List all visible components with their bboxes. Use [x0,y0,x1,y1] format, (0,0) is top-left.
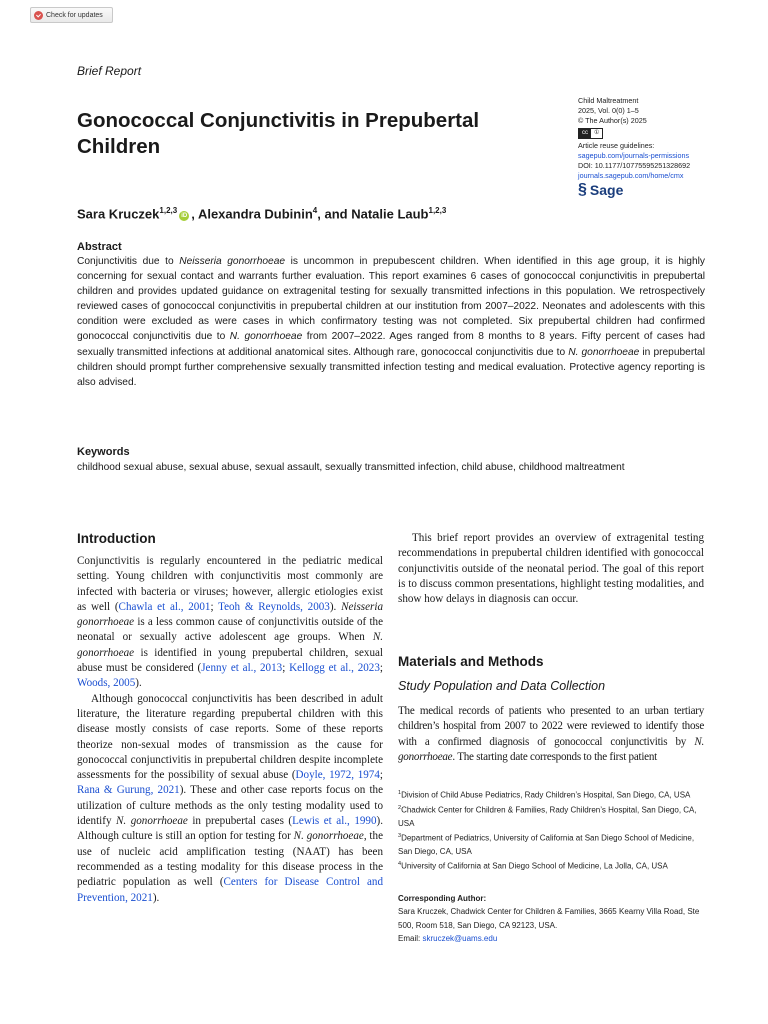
reuse-label: Article reuse guidelines: [578,141,655,150]
citation-link[interactable]: Chawla et al., 2001 [118,600,211,613]
citation-link[interactable]: Jenny et al., 2013 [201,662,283,675]
corresponding-author [398,892,708,945]
right-intro-paragraph: This brief report provides an overview of extragenital testing recommendations in prepubertal children identified with gonococcal conjunctivitis outside of the neonatal period. The goal of this report is to discuss common presentations, highlight testing modalities, and show how delays in diagnosis can occur. [398,532,704,606]
affiliation-item: $^4$University of California at San Diego School of Medicine, La Jolla, CA, USA [398,861,668,872]
by-icon: ① [594,130,600,136]
abstract-heading: Abstract [77,241,122,253]
author-name: Sara Kruczek [77,206,160,222]
keywords-heading: Keywords [77,446,130,458]
journal-home-link[interactable]: journals.sagepub.com/home/cmx [578,171,684,180]
article-title: Gonococcal Conjunctivitis in Prepubertal Children [77,109,480,158]
author-name: Alexandra Dubinin [197,206,313,222]
journal-issue: 2025, Vol. 0(0) 1–5 [578,106,639,115]
email-link[interactable]: skruczek@uams.edu [422,933,498,943]
citation-link[interactable]: Teoh & Reynolds, 2003 [218,600,330,613]
paragraph: Conjunctivitis is regularly encountered in the pediatric medical setting. Young children with conjunctivitis most commonly are infected with bacteria or viruses; however, allergic etiologies exist as well (Chawla et al., 2001; Teoh & Reynolds, 2003). Neisseria gonorrhoeae is a less common cause of conjunctivitis outside of the neonatal or sexually active adolescent age groups. When N. gonorrhoeae is identified in young prepubertal children, sexual abuse must be considered (Jenny et al., 2013; Kellogg et al., 2023; Woods, 2005). [77,555,383,690]
methods-subheading: Study Population and Data Collection [398,679,606,693]
paragraph: Although gonococcal conjunctivitis has been described in adult literature, the literature regarding prepubertal children with this disease mostly consists of case reports. Some of these reports theorize non-sexual modes of transmission as the cause for gonococcal conjunctivitis in prepubertal children despite incomplete assessments for the possibility of sexual abuse (Doyle, 1972, 1974; Rana & Gurung, 2021). These and other case reports focus on the utilization of culture methods as the only testing modality used to identify N. gonorrhoeae in prepubertal cases (Lewis et al., 1990). Although culture is still an option for testing for N. gonorrhoeae, the use of nucleic acid amplification testing (NAAT) has been recommended as a testing modality for this disease process in the pediatric population as well (Centers for Disease Control and Prevention, 2021). [77,692,383,904]
corresponding-text: Sara Kruczek, Chadwick Center for Children & Families, 3665 Kearny Villa Road, Ste 500, Room 518, San Diego, CA 92123, USA. [398,907,700,930]
corresponding-heading: Corresponding Author: [398,894,487,903]
introduction-body [77,554,383,906]
journal-name: Child Maltreatment [578,96,639,105]
author-affiliation-sup: 1,2,3 [159,206,178,215]
author-affiliation-sup: 4 [312,206,318,215]
citation-link[interactable]: Doyle, 1972, 1974 [295,769,380,782]
affiliation-item: $^2$Chadwick Center for Children & Families, Rady Children’s Hospital, San Diego, CA, USA [398,804,697,828]
author-name: Natalie Laub [351,206,429,222]
keywords-text: childhood sexual abuse, sexual abuse, sexual assault, sexually transmitted infection, child abuse, childhood maltreatment [77,462,625,473]
copyright: © The Author(s) 2025 [578,116,647,125]
affiliation-item: $^1$Division of Child Abuse Pediatrics, Rady Children’s Hospital, San Diego, CA, USA [398,790,691,800]
check-icon [34,11,43,20]
author-affiliation-sup: 1,2,3 [428,206,447,215]
citation-link[interactable]: Centers for Disease Control and Prevention, 2021 [77,876,383,904]
citation-link[interactable]: Lewis et al., 1990 [292,815,377,828]
methods-paragraph: The medical records of patients who presented to an urban tertiary children’s hospital from 2007 to 2022 were reviewed to identify those with a confirmed diagnosis of gonococcal conjunctivitis by N. gonorrhoeae. The starting date corresponds to the first patient [398,705,704,763]
orcid-icon[interactable]: iD [181,213,188,220]
author-list: Sara Kruczek$^{1,2,3}$iD , Alexandra Dubinin$^4$, and Natalie Laub$^{1,2,3}$ [77,206,447,222]
check-for-updates-label: Check for updates [46,11,103,19]
citation-link[interactable]: Woods, 2005 [77,677,136,690]
affiliations [398,787,708,873]
citation-link[interactable]: Rana & Gurung, 2021 [77,784,180,797]
cc-by-license-icon[interactable] [578,128,603,139]
check-for-updates-button[interactable] [30,7,113,23]
methods-heading: Materials and Methods [398,654,544,669]
publisher-name: Sage [589,182,624,198]
doi[interactable]: DOI: 10.1177/10775595251328692 [578,161,691,170]
affiliation-item: $^3$Department of Pediatrics, University of California at San Diego School of Medicine, San Diego, CA, USA [398,833,695,857]
corresponding-email-line: Email: skruczek@uams.edu [398,933,498,943]
reuse-link[interactable]: sagepub.com/journals-permissions [578,151,690,160]
publisher-logo [578,181,748,198]
journal-info [578,96,748,198]
sage-icon: § [578,181,587,198]
article-type: Brief Report [77,64,142,78]
cc-icon: cc [579,129,591,138]
abstract-text: Conjunctivitis due to Neisseria gonorrhoeae is uncommon in prepubescent children. When identified in this age group, it is highly concerning for sexual contact and warrants further evaluation. This report examines 6 cases of gonococcal conjunctivitis in prepubertal children and provides updated guidance on extragenital testing for sexually transmitted infections in this population. We retrospectively reviewed cases of gonococcal conjunctivitis in prepubertal children at our institution from 2007–2022. Neonates and adolescents with this condition were excluded as were cases in which confirmatory testing was not completed. Six prepubertal children had confirmed gonococcal conjunctivitis due to N. gonorrhoeae from 2007–2022. Ages ranged from 8 months to 8 years. Fifty percent of cases had sexually transmitted infections at additional anatomical sites. Although rare, gonococcal conjunctivitis due to N. gonorrhoeae in prepubertal children should prompt further comprehensive sexually transmitted infection testing and medical evaluation. Protective agency reporting is also advised. [77,256,706,388]
citation-link[interactable]: Kellogg et al., 2023 [289,662,380,675]
introduction-heading: Introduction [77,531,156,546]
